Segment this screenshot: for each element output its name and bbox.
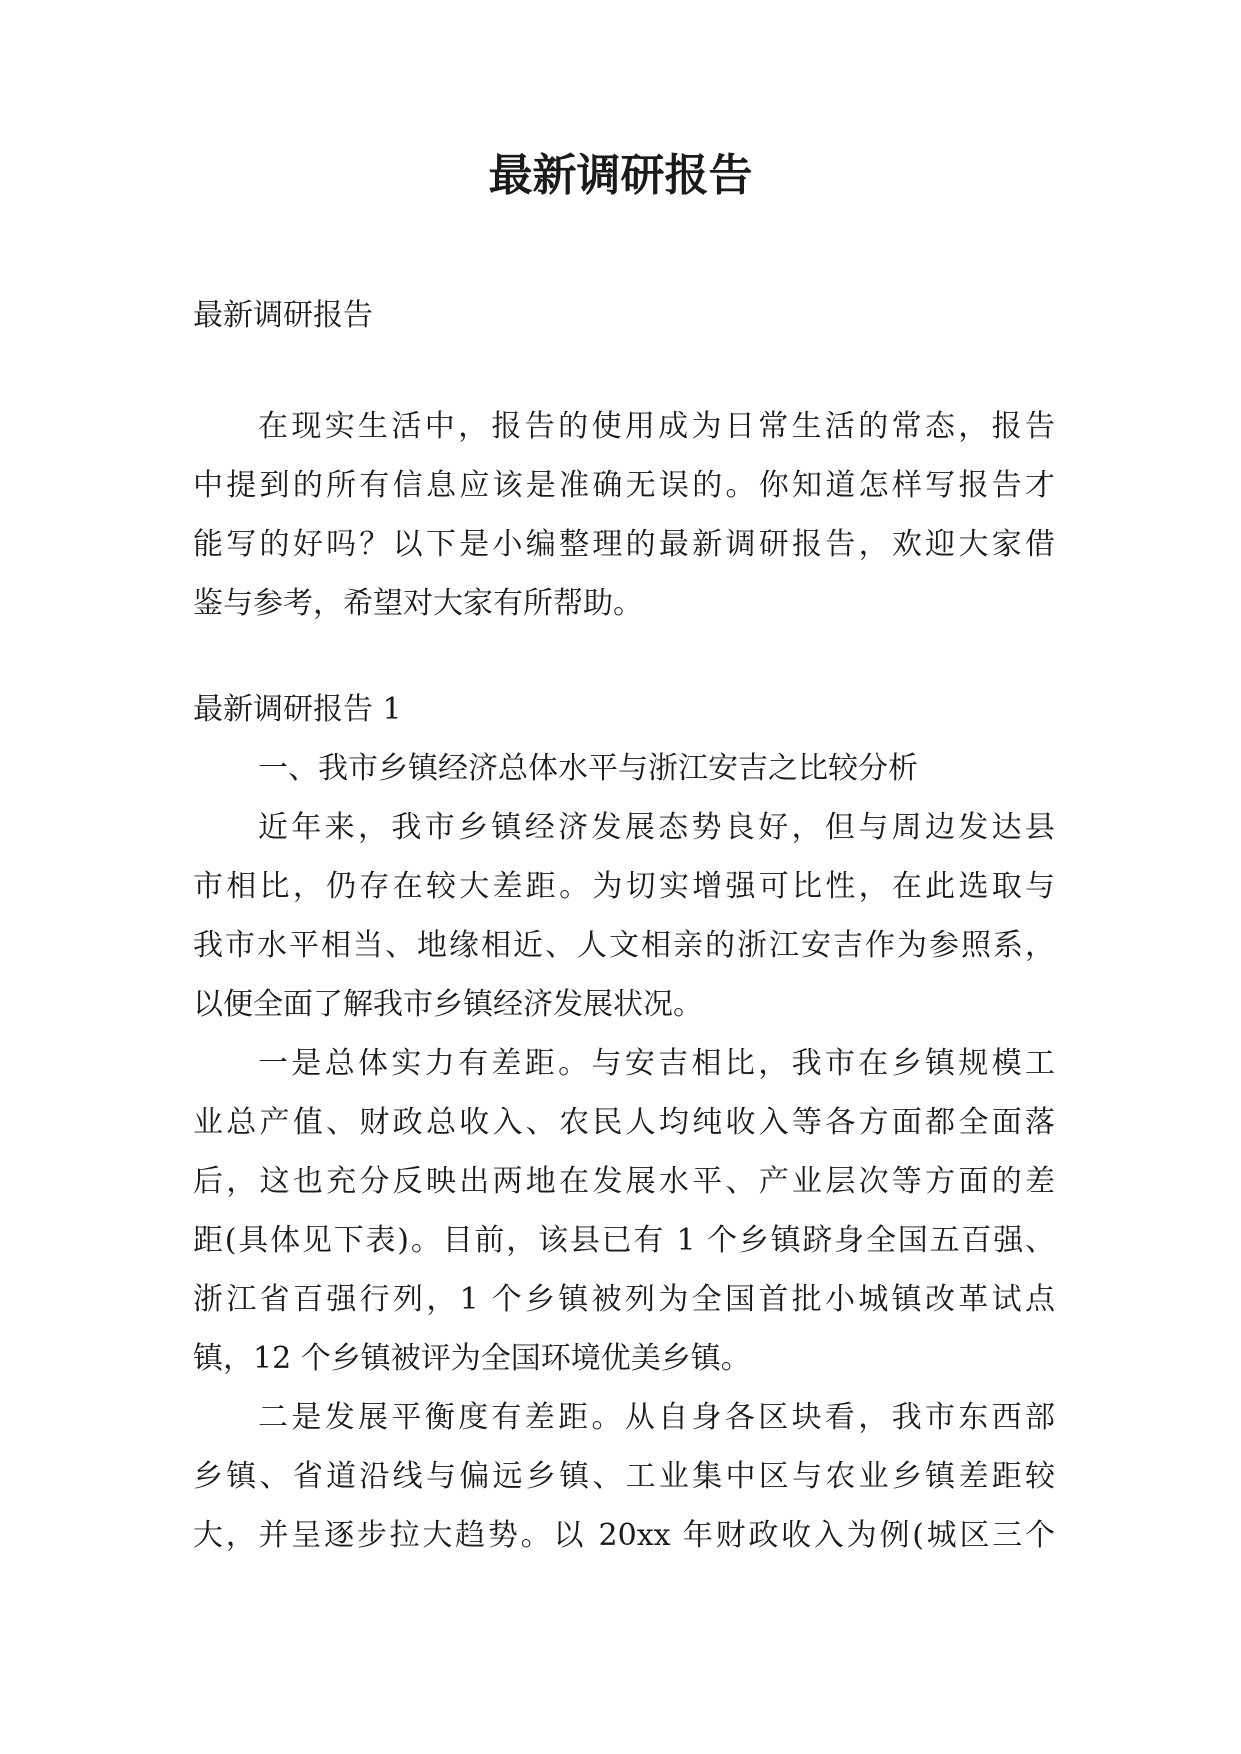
paragraph-line: 近年来，我市乡镇经济发展态势良好，但与周边发达县 [258, 810, 1055, 845]
paragraph-line: 中提到的所有信息应该是准确无误的。你知道怎样写报告才 [193, 468, 1055, 503]
paragraph-line: 浙江省百强行列，1 个乡镇被列为全国首批小城镇改革试点 [193, 1282, 1055, 1317]
paragraph-line: 乡镇、省道沿线与偏远乡镇、工业集中区与农业乡镇差距较 [193, 1459, 1055, 1494]
paragraph-line: 业总产值、财政总收入、农民人均纯收入等各方面都全面落 [193, 1105, 1055, 1140]
paragraph-line: 鉴与参考，希望对大家有所帮助。 [193, 586, 643, 621]
paragraph-line: 后，这也充分反映出两地在发展水平、产业层次等方面的差 [193, 1164, 1055, 1199]
paragraph-line: 以便全面了解我市乡镇经济发展状况。 [193, 987, 703, 1022]
paragraph-3 [193, 1388, 1055, 1565]
paragraph-1 [193, 798, 1055, 1034]
paragraph-line: 能写的好吗？以下是小编整理的最新调研报告，欢迎大家借 [193, 527, 1055, 562]
paragraph-line: 一是总体实力有差距。与安吉相比，我市在乡镇规模工 [258, 1046, 1055, 1081]
page-title: 最新调研报告 [488, 150, 753, 201]
section-heading: 最新调研报告 1 [193, 692, 402, 727]
paragraph-line: 我市水平相当、地缘相近、人文相亲的浙江安吉作为参照系， [193, 928, 1055, 963]
paragraph-line: 距(具体见下表)。目前，该县已有 1 个乡镇跻身全国五百强、 [193, 1223, 1055, 1258]
paragraph-2 [193, 1034, 1055, 1388]
intro-paragraph [193, 397, 1055, 633]
paragraph-line: 大，并呈逐步拉大趋势。以 20xx 年财政收入为例(城区三个 [193, 1518, 1055, 1553]
part-heading: 一、我市乡镇经济总体水平与浙江安吉之比较分析 [258, 751, 918, 786]
paragraph-line: 二是发展平衡度有差距。从自身各区块看，我市东西部 [258, 1400, 1055, 1435]
document-subtitle: 最新调研报告 [193, 298, 373, 333]
paragraph-line: 镇，12 个乡镇被评为全国环境优美乡镇。 [193, 1341, 751, 1376]
document-body [193, 286, 1055, 1565]
paragraph-line: 市相比，仍存在较大差距。为切实增强可比性，在此选取与 [193, 869, 1055, 904]
paragraph-line: 在现实生活中，报告的使用成为日常生活的常态，报告 [258, 409, 1055, 444]
